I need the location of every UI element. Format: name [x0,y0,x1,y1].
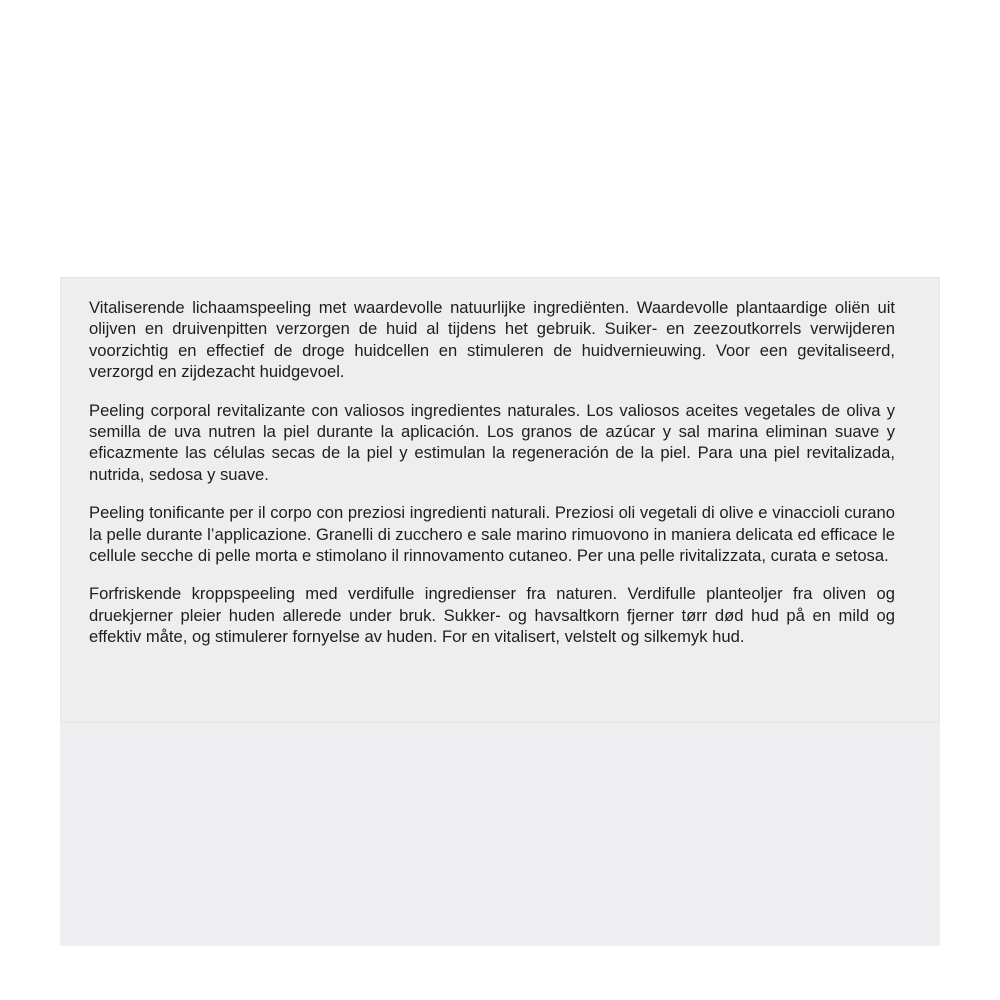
description-italian: Peeling tonificante per il corpo con preziosi ingredienti naturali. Preziosi oli vegetali di olive e vinaccioli curano la pelle durante l’applicazione. Granelli di zucchero e sale marino rimuovono in maniera delicata ed efficace le cellule secche di pelle morta e stimolano il rinnovamento cutaneo. Per una pelle rivitalizzata, curata e setosa. [89,503,895,566]
label-lower-fold [60,722,940,946]
description-spanish: Peeling corporal revitalizante con valiosos ingredientes naturales. Los valiosos aceites vegetales de oliva y semilla de uva nutren la piel durante la aplicación. Los granos de azúcar y sal marina eliminan suave y eficazmente las células secas de la piel y estimulan la regeneración de la piel. Para una piel revitalizada, nutrida, sedosa y suave. [89,400,895,484]
multilingual-description [89,297,895,665]
label-panel [60,277,940,945]
description-norwegian: Forfriskende kroppspeeling med verdifulle ingredienser fra naturen. Verdifulle planteoljer fra oliven og druekjerner pleier huden allerede under bruk. Sukker- og havsaltkorn fjerner tørr død hud på en mild og effektiv måte, og stimulerer fornyelse av huden. For en vitalisert, velstelt og silkemyk hud. [89,584,895,647]
description-dutch: Vitaliserende lichaamspeeling met waardevolle natuurlijke ingrediënten. Waardevolle plantaardige oliën uit olijven en druivenpitten verzorgen de huid al tijdens het gebruik. Suiker- en zeezoutkorrels verwijderen voorzichtig en effectief de droge huidcellen en stimuleren de huidvernieuwing. Voor een gevitaliseerd, verzorgd en zijdezacht huidgevoel. [89,298,895,382]
